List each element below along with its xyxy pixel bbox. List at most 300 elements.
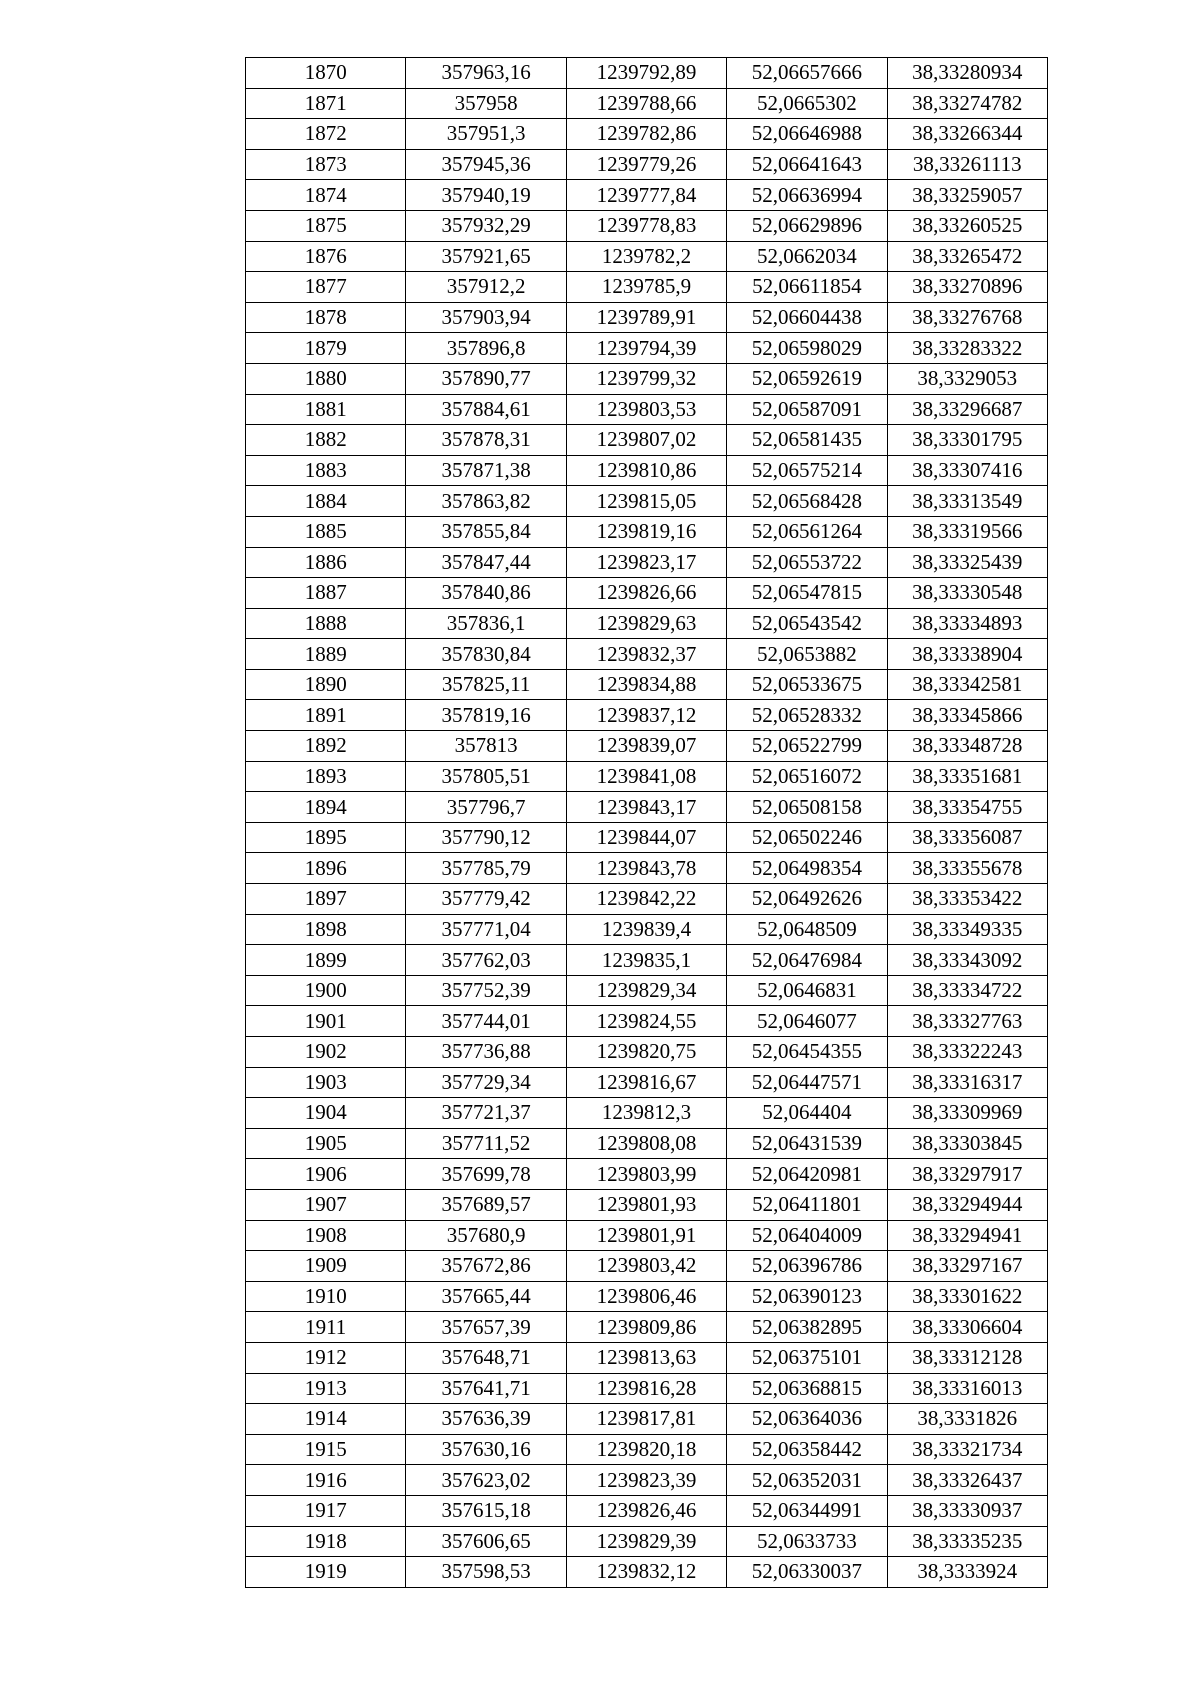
x-coordinate-cell: 357963,16	[406, 58, 566, 89]
latitude-cell: 52,06420981	[727, 1159, 887, 1190]
point-number-cell: 1908	[246, 1220, 406, 1251]
x-coordinate-cell: 357736,88	[406, 1037, 566, 1068]
y-coordinate-cell: 1239801,93	[566, 1189, 726, 1220]
table-row	[246, 853, 1048, 884]
latitude-cell: 52,0646831	[727, 975, 887, 1006]
latitude-cell: 52,0662034	[727, 241, 887, 272]
x-coordinate-cell: 357830,84	[406, 639, 566, 670]
x-coordinate-cell: 357958	[406, 88, 566, 119]
longitude-cell: 38,33349335	[887, 914, 1047, 945]
table-row	[246, 1312, 1048, 1343]
longitude-cell: 38,33306604	[887, 1312, 1047, 1343]
y-coordinate-cell: 1239842,22	[566, 884, 726, 915]
table-row	[246, 1557, 1048, 1588]
point-number-cell: 1880	[246, 363, 406, 394]
x-coordinate-cell: 357878,31	[406, 425, 566, 456]
point-number-cell: 1916	[246, 1465, 406, 1496]
latitude-cell: 52,06368815	[727, 1373, 887, 1404]
longitude-cell: 38,33316013	[887, 1373, 1047, 1404]
coordinates-table-body	[246, 58, 1048, 1588]
x-coordinate-cell: 357890,77	[406, 363, 566, 394]
table-row	[246, 1067, 1048, 1098]
point-number-cell: 1873	[246, 149, 406, 180]
latitude-cell: 52,06476984	[727, 945, 887, 976]
latitude-cell: 52,06533675	[727, 669, 887, 700]
longitude-cell: 38,33316317	[887, 1067, 1047, 1098]
table-row	[246, 333, 1048, 364]
latitude-cell: 52,06592619	[727, 363, 887, 394]
x-coordinate-cell: 357711,52	[406, 1128, 566, 1159]
latitude-cell: 52,06547815	[727, 578, 887, 609]
table-row	[246, 975, 1048, 1006]
table-row	[246, 180, 1048, 211]
point-number-cell: 1914	[246, 1404, 406, 1435]
point-number-cell: 1895	[246, 822, 406, 853]
longitude-cell: 38,33309969	[887, 1098, 1047, 1129]
longitude-cell: 38,33321734	[887, 1434, 1047, 1465]
x-coordinate-cell: 357945,36	[406, 149, 566, 180]
x-coordinate-cell: 357672,86	[406, 1251, 566, 1282]
point-number-cell: 1886	[246, 547, 406, 578]
latitude-cell: 52,06553722	[727, 547, 887, 578]
x-coordinate-cell: 357721,37	[406, 1098, 566, 1129]
latitude-cell: 52,06581435	[727, 425, 887, 456]
x-coordinate-cell: 357689,57	[406, 1189, 566, 1220]
point-number-cell: 1897	[246, 884, 406, 915]
table-row	[246, 945, 1048, 976]
x-coordinate-cell: 357912,2	[406, 272, 566, 303]
table-row	[246, 1526, 1048, 1557]
table-row	[246, 455, 1048, 486]
y-coordinate-cell: 1239839,07	[566, 731, 726, 762]
point-number-cell: 1917	[246, 1495, 406, 1526]
longitude-cell: 38,33301622	[887, 1281, 1047, 1312]
x-coordinate-cell: 357729,34	[406, 1067, 566, 1098]
y-coordinate-cell: 1239829,63	[566, 608, 726, 639]
table-row	[246, 486, 1048, 517]
table-row	[246, 88, 1048, 119]
longitude-cell: 38,33330548	[887, 578, 1047, 609]
y-coordinate-cell: 1239792,89	[566, 58, 726, 89]
longitude-cell: 38,33353422	[887, 884, 1047, 915]
latitude-cell: 52,06330037	[727, 1557, 887, 1588]
point-number-cell: 1904	[246, 1098, 406, 1129]
longitude-cell: 38,33280934	[887, 58, 1047, 89]
table-row	[246, 149, 1048, 180]
longitude-cell: 38,33259057	[887, 180, 1047, 211]
table-row	[246, 914, 1048, 945]
longitude-cell: 38,33330937	[887, 1495, 1047, 1526]
latitude-cell: 52,06390123	[727, 1281, 887, 1312]
latitude-cell: 52,0633733	[727, 1526, 887, 1557]
point-number-cell: 1871	[246, 88, 406, 119]
point-number-cell: 1899	[246, 945, 406, 976]
y-coordinate-cell: 1239844,07	[566, 822, 726, 853]
x-coordinate-cell: 357921,65	[406, 241, 566, 272]
y-coordinate-cell: 1239835,1	[566, 945, 726, 976]
point-number-cell: 1915	[246, 1434, 406, 1465]
y-coordinate-cell: 1239834,88	[566, 669, 726, 700]
table-row	[246, 516, 1048, 547]
table-row	[246, 700, 1048, 731]
table-row	[246, 119, 1048, 150]
y-coordinate-cell: 1239799,32	[566, 363, 726, 394]
longitude-cell: 38,3331826	[887, 1404, 1047, 1435]
point-number-cell: 1902	[246, 1037, 406, 1068]
point-number-cell: 1891	[246, 700, 406, 731]
table-row	[246, 608, 1048, 639]
point-number-cell: 1901	[246, 1006, 406, 1037]
latitude-cell: 52,06411801	[727, 1189, 887, 1220]
y-coordinate-cell: 1239841,08	[566, 761, 726, 792]
table-row	[246, 1251, 1048, 1282]
x-coordinate-cell: 357796,7	[406, 792, 566, 823]
y-coordinate-cell: 1239809,86	[566, 1312, 726, 1343]
x-coordinate-cell: 357847,44	[406, 547, 566, 578]
latitude-cell: 52,06587091	[727, 394, 887, 425]
y-coordinate-cell: 1239823,17	[566, 547, 726, 578]
longitude-cell: 38,33342581	[887, 669, 1047, 700]
table-row	[246, 761, 1048, 792]
point-number-cell: 1881	[246, 394, 406, 425]
point-number-cell: 1913	[246, 1373, 406, 1404]
x-coordinate-cell: 357744,01	[406, 1006, 566, 1037]
point-number-cell: 1875	[246, 210, 406, 241]
point-number-cell: 1877	[246, 272, 406, 303]
point-number-cell: 1894	[246, 792, 406, 823]
longitude-cell: 38,33296687	[887, 394, 1047, 425]
longitude-cell: 38,33313549	[887, 486, 1047, 517]
point-number-cell: 1907	[246, 1189, 406, 1220]
latitude-cell: 52,06641643	[727, 149, 887, 180]
latitude-cell: 52,06646988	[727, 119, 887, 150]
table-row	[246, 547, 1048, 578]
y-coordinate-cell: 1239785,9	[566, 272, 726, 303]
x-coordinate-cell: 357819,16	[406, 700, 566, 731]
point-number-cell: 1872	[246, 119, 406, 150]
x-coordinate-cell: 357871,38	[406, 455, 566, 486]
table-row	[246, 210, 1048, 241]
y-coordinate-cell: 1239782,86	[566, 119, 726, 150]
x-coordinate-cell: 357940,19	[406, 180, 566, 211]
latitude-cell: 52,0646077	[727, 1006, 887, 1037]
latitude-cell: 52,06575214	[727, 455, 887, 486]
x-coordinate-cell: 357896,8	[406, 333, 566, 364]
table-row	[246, 1373, 1048, 1404]
latitude-cell: 52,06657666	[727, 58, 887, 89]
latitude-cell: 52,06611854	[727, 272, 887, 303]
y-coordinate-cell: 1239820,75	[566, 1037, 726, 1068]
x-coordinate-cell: 357665,44	[406, 1281, 566, 1312]
y-coordinate-cell: 1239815,05	[566, 486, 726, 517]
latitude-cell: 52,06382895	[727, 1312, 887, 1343]
table-row	[246, 363, 1048, 394]
longitude-cell: 38,33356087	[887, 822, 1047, 853]
x-coordinate-cell: 357598,53	[406, 1557, 566, 1588]
y-coordinate-cell: 1239803,99	[566, 1159, 726, 1190]
x-coordinate-cell: 357884,61	[406, 394, 566, 425]
longitude-cell: 38,33303845	[887, 1128, 1047, 1159]
point-number-cell: 1905	[246, 1128, 406, 1159]
longitude-cell: 38,33294944	[887, 1189, 1047, 1220]
point-number-cell: 1900	[246, 975, 406, 1006]
x-coordinate-cell: 357680,9	[406, 1220, 566, 1251]
point-number-cell: 1874	[246, 180, 406, 211]
y-coordinate-cell: 1239806,46	[566, 1281, 726, 1312]
latitude-cell: 52,06629896	[727, 210, 887, 241]
y-coordinate-cell: 1239778,83	[566, 210, 726, 241]
y-coordinate-cell: 1239779,26	[566, 149, 726, 180]
latitude-cell: 52,06344991	[727, 1495, 887, 1526]
table-row	[246, 1189, 1048, 1220]
x-coordinate-cell: 357641,71	[406, 1373, 566, 1404]
latitude-cell: 52,06492626	[727, 884, 887, 915]
x-coordinate-cell: 357699,78	[406, 1159, 566, 1190]
y-coordinate-cell: 1239812,3	[566, 1098, 726, 1129]
latitude-cell: 52,06543542	[727, 608, 887, 639]
y-coordinate-cell: 1239789,91	[566, 302, 726, 333]
point-number-cell: 1888	[246, 608, 406, 639]
y-coordinate-cell: 1239820,18	[566, 1434, 726, 1465]
y-coordinate-cell: 1239803,42	[566, 1251, 726, 1282]
x-coordinate-cell: 357836,1	[406, 608, 566, 639]
table-row	[246, 1159, 1048, 1190]
longitude-cell: 38,33326437	[887, 1465, 1047, 1496]
longitude-cell: 38,33297167	[887, 1251, 1047, 1282]
latitude-cell: 52,06454355	[727, 1037, 887, 1068]
longitude-cell: 38,3333924	[887, 1557, 1047, 1588]
longitude-cell: 38,33266344	[887, 119, 1047, 150]
x-coordinate-cell: 357623,02	[406, 1465, 566, 1496]
longitude-cell: 38,33334893	[887, 608, 1047, 639]
point-number-cell: 1876	[246, 241, 406, 272]
latitude-cell: 52,06522799	[727, 731, 887, 762]
point-number-cell: 1910	[246, 1281, 406, 1312]
table-row	[246, 1465, 1048, 1496]
table-row	[246, 302, 1048, 333]
longitude-cell: 38,33283322	[887, 333, 1047, 364]
y-coordinate-cell: 1239826,46	[566, 1495, 726, 1526]
latitude-cell: 52,06404009	[727, 1220, 887, 1251]
table-row	[246, 425, 1048, 456]
table-row	[246, 669, 1048, 700]
longitude-cell: 38,33348728	[887, 731, 1047, 762]
table-row	[246, 1342, 1048, 1373]
longitude-cell: 38,33312128	[887, 1342, 1047, 1373]
point-number-cell: 1906	[246, 1159, 406, 1190]
y-coordinate-cell: 1239816,28	[566, 1373, 726, 1404]
x-coordinate-cell: 357615,18	[406, 1495, 566, 1526]
y-coordinate-cell: 1239777,84	[566, 180, 726, 211]
latitude-cell: 52,06431539	[727, 1128, 887, 1159]
x-coordinate-cell: 357648,71	[406, 1342, 566, 1373]
latitude-cell: 52,0653882	[727, 639, 887, 670]
point-number-cell: 1889	[246, 639, 406, 670]
longitude-cell: 38,33354755	[887, 792, 1047, 823]
y-coordinate-cell: 1239839,4	[566, 914, 726, 945]
latitude-cell: 52,06358442	[727, 1434, 887, 1465]
latitude-cell: 52,0648509	[727, 914, 887, 945]
y-coordinate-cell: 1239826,66	[566, 578, 726, 609]
y-coordinate-cell: 1239794,39	[566, 333, 726, 364]
y-coordinate-cell: 1239819,16	[566, 516, 726, 547]
longitude-cell: 38,33261113	[887, 149, 1047, 180]
x-coordinate-cell: 357762,03	[406, 945, 566, 976]
x-coordinate-cell: 357752,39	[406, 975, 566, 1006]
point-number-cell: 1892	[246, 731, 406, 762]
table-row	[246, 1098, 1048, 1129]
x-coordinate-cell: 357779,42	[406, 884, 566, 915]
point-number-cell: 1893	[246, 761, 406, 792]
latitude-cell: 52,06447571	[727, 1067, 887, 1098]
x-coordinate-cell: 357630,16	[406, 1434, 566, 1465]
longitude-cell: 38,33297917	[887, 1159, 1047, 1190]
x-coordinate-cell: 357606,65	[406, 1526, 566, 1557]
longitude-cell: 38,3329053	[887, 363, 1047, 394]
y-coordinate-cell: 1239808,08	[566, 1128, 726, 1159]
point-number-cell: 1870	[246, 58, 406, 89]
y-coordinate-cell: 1239788,66	[566, 88, 726, 119]
point-number-cell: 1887	[246, 578, 406, 609]
table-row	[246, 1434, 1048, 1465]
latitude-cell: 52,06375101	[727, 1342, 887, 1373]
y-coordinate-cell: 1239803,53	[566, 394, 726, 425]
longitude-cell: 38,33343092	[887, 945, 1047, 976]
y-coordinate-cell: 1239832,37	[566, 639, 726, 670]
table-row	[246, 1220, 1048, 1251]
point-number-cell: 1878	[246, 302, 406, 333]
latitude-cell: 52,06561264	[727, 516, 887, 547]
longitude-cell: 38,33335235	[887, 1526, 1047, 1557]
latitude-cell: 52,06396786	[727, 1251, 887, 1282]
longitude-cell: 38,33334722	[887, 975, 1047, 1006]
y-coordinate-cell: 1239837,12	[566, 700, 726, 731]
table-row	[246, 1037, 1048, 1068]
point-number-cell: 1879	[246, 333, 406, 364]
point-number-cell: 1890	[246, 669, 406, 700]
y-coordinate-cell: 1239816,67	[566, 1067, 726, 1098]
x-coordinate-cell: 357771,04	[406, 914, 566, 945]
y-coordinate-cell: 1239801,91	[566, 1220, 726, 1251]
y-coordinate-cell: 1239843,17	[566, 792, 726, 823]
x-coordinate-cell: 357636,39	[406, 1404, 566, 1435]
y-coordinate-cell: 1239810,86	[566, 455, 726, 486]
coordinates-table	[245, 57, 1048, 1588]
table-row	[246, 58, 1048, 89]
longitude-cell: 38,33265472	[887, 241, 1047, 272]
table-row	[246, 731, 1048, 762]
x-coordinate-cell: 357903,94	[406, 302, 566, 333]
longitude-cell: 38,33301795	[887, 425, 1047, 456]
longitude-cell: 38,33322243	[887, 1037, 1047, 1068]
table-row	[246, 822, 1048, 853]
longitude-cell: 38,33345866	[887, 700, 1047, 731]
longitude-cell: 38,33276768	[887, 302, 1047, 333]
longitude-cell: 38,33319566	[887, 516, 1047, 547]
table-row	[246, 1495, 1048, 1526]
x-coordinate-cell: 357785,79	[406, 853, 566, 884]
table-row	[246, 272, 1048, 303]
y-coordinate-cell: 1239813,63	[566, 1342, 726, 1373]
longitude-cell: 38,33351681	[887, 761, 1047, 792]
table-row	[246, 394, 1048, 425]
table-row	[246, 1281, 1048, 1312]
x-coordinate-cell: 357932,29	[406, 210, 566, 241]
longitude-cell: 38,33307416	[887, 455, 1047, 486]
latitude-cell: 52,06352031	[727, 1465, 887, 1496]
table-row	[246, 792, 1048, 823]
longitude-cell: 38,33327763	[887, 1006, 1047, 1037]
point-number-cell: 1912	[246, 1342, 406, 1373]
y-coordinate-cell: 1239817,81	[566, 1404, 726, 1435]
x-coordinate-cell: 357657,39	[406, 1312, 566, 1343]
point-number-cell: 1903	[246, 1067, 406, 1098]
longitude-cell: 38,33325439	[887, 547, 1047, 578]
table-row	[246, 884, 1048, 915]
x-coordinate-cell: 357805,51	[406, 761, 566, 792]
longitude-cell: 38,33338904	[887, 639, 1047, 670]
latitude-cell: 52,06516072	[727, 761, 887, 792]
point-number-cell: 1909	[246, 1251, 406, 1282]
latitude-cell: 52,064404	[727, 1098, 887, 1129]
point-number-cell: 1896	[246, 853, 406, 884]
y-coordinate-cell: 1239829,39	[566, 1526, 726, 1557]
latitude-cell: 52,06502246	[727, 822, 887, 853]
longitude-cell: 38,33294941	[887, 1220, 1047, 1251]
latitude-cell: 52,06498354	[727, 853, 887, 884]
point-number-cell: 1919	[246, 1557, 406, 1588]
latitude-cell: 52,06508158	[727, 792, 887, 823]
longitude-cell: 38,33260525	[887, 210, 1047, 241]
latitude-cell: 52,06636994	[727, 180, 887, 211]
y-coordinate-cell: 1239823,39	[566, 1465, 726, 1496]
longitude-cell: 38,33274782	[887, 88, 1047, 119]
point-number-cell: 1885	[246, 516, 406, 547]
y-coordinate-cell: 1239782,2	[566, 241, 726, 272]
x-coordinate-cell: 357951,3	[406, 119, 566, 150]
y-coordinate-cell: 1239829,34	[566, 975, 726, 1006]
point-number-cell: 1898	[246, 914, 406, 945]
x-coordinate-cell: 357790,12	[406, 822, 566, 853]
latitude-cell: 52,06598029	[727, 333, 887, 364]
longitude-cell: 38,33355678	[887, 853, 1047, 884]
table-row	[246, 1128, 1048, 1159]
longitude-cell: 38,33270896	[887, 272, 1047, 303]
y-coordinate-cell: 1239843,78	[566, 853, 726, 884]
x-coordinate-cell: 357813	[406, 731, 566, 762]
latitude-cell: 52,06604438	[727, 302, 887, 333]
point-number-cell: 1882	[246, 425, 406, 456]
table-row	[246, 241, 1048, 272]
y-coordinate-cell: 1239807,02	[566, 425, 726, 456]
y-coordinate-cell: 1239832,12	[566, 1557, 726, 1588]
table-row	[246, 1404, 1048, 1435]
latitude-cell: 52,0665302	[727, 88, 887, 119]
x-coordinate-cell: 357840,86	[406, 578, 566, 609]
table-row	[246, 1006, 1048, 1037]
y-coordinate-cell: 1239824,55	[566, 1006, 726, 1037]
latitude-cell: 52,06364036	[727, 1404, 887, 1435]
x-coordinate-cell: 357855,84	[406, 516, 566, 547]
table-row	[246, 578, 1048, 609]
point-number-cell: 1884	[246, 486, 406, 517]
point-number-cell: 1911	[246, 1312, 406, 1343]
point-number-cell: 1883	[246, 455, 406, 486]
latitude-cell: 52,06568428	[727, 486, 887, 517]
x-coordinate-cell: 357825,11	[406, 669, 566, 700]
table-row	[246, 639, 1048, 670]
point-number-cell: 1918	[246, 1526, 406, 1557]
